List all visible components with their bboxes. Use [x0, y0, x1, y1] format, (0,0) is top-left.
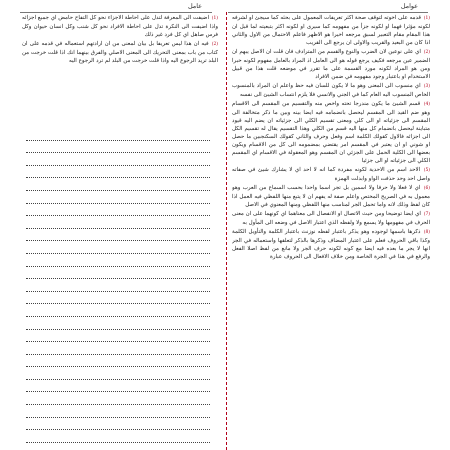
blank-writing-line [26, 279, 210, 292]
blank-writing-line [26, 128, 210, 141]
footnote [232, 228, 430, 261]
blank-writing-line [26, 267, 210, 280]
commentary-column-left [22, 14, 218, 106]
footnote-text: ذكرها باسمها لوجوده وهو يذكر باعتبار لفظه نوزنث باعتبار الكلمة والتأويل الكلمة وكذا باقي الحروف فعلم على اعتبار المضاف وذكرها بالذكر لتعلقها واستعماله في الجر انها لا يجر ما بعده فيه ايضا مع كونه لكونه حرف الجر ولا مانع من لفظ اصلا الفعل والرفع في هذا في الجرة الخاصة ومن خلاف الافعال الى الحروف عبارة [232, 229, 430, 261]
footnote [232, 48, 430, 81]
footnote-text: اي لا فعلا ولا حرفا ولا اسمين بل تجر اسما واحدا بحسب السماع من العرب وهو معمول به في الصريح المختص واعلم صفة له يفهم ان لا يتبع منها اللفظي فيه العمل اذا كان لفظ وذلك لانه واما تحمل الجر لمناسب منها اللفظي ومنها المعنوي في الاصل [232, 185, 430, 209]
blank-writing-line [26, 418, 210, 431]
footnote-text: اي منسوب الى المعنى وهو ما لا يكون للسان فيه حظ واعلم ان المراد بالمنسوب الخاص المنسوب اليه العام كما في الجني والانسي فلا يلزم انتساب الشيئ الى نفسه [232, 83, 430, 99]
footnote-text: اضيفت الى المعرفة لتدل على احاطة الاجزاء نحو كل التفاح حامض اي جميع اجزائه واذا اضيفت الى النكرة تدل على احاطة الافراد نحو كل شنب وكل انسان حيوان وكل فرس صاهل اي كل فرد غير ذلك [22, 15, 218, 39]
footnote [232, 100, 430, 165]
blank-writing-line [26, 392, 210, 405]
footnote [22, 40, 218, 65]
blank-lines-area [26, 128, 210, 443]
running-header-left: عامل [187, 2, 202, 10]
footnote [232, 210, 430, 227]
blank-writing-line [26, 342, 210, 355]
footnote-marker: (6) [423, 186, 430, 192]
blank-writing-line [26, 330, 210, 343]
footnote-text: الاحد اسم من الاحدية لكونه مفردة كما انه لا احد اي لا يشارك شيئ في صفاته واصل احد وحد حذفت الواو وابدلت الهمزة [232, 167, 430, 183]
blank-writing-line [26, 430, 210, 443]
commentary-column-right [232, 14, 430, 450]
blank-writing-line [26, 317, 210, 330]
blank-writing-line [26, 355, 210, 368]
footnote [232, 14, 430, 47]
footnote-text: قسم الشيئ ما يكون مندرجا تحته واخص منه والتقسيم من المقسم الى الاقسام وهو ضم القيد الى المقسم ليحصل بانضمامه فيه ايضا بينه وبين ما ذكر متخالفة الى المقسم الى جزئياته او الى كلي ومعنى تقسيم الكلي الى جزئياته ان يضم اليه قيود متباينة ليحصل بانضمام كل منها اليه قسم من الكلي وهذا التقسيم يقال له تقسيم الكل الى اجزائه فالاول كقولك الكلمة اسم وفعل وحرف والثاني كقولك السكنجبين ما حصل او شوني او ان يعتبر في المقسم امر يقتضي بمضمومه الى كل من الاقسام ويكون بعضها الى الكلية الحمل على الجزئي ان المقسم وهو المعقولة في الاقسام اي المقسم الكلي الى جزئياته او الى جزئيا [232, 101, 430, 165]
footnote [232, 82, 430, 99]
blank-writing-line [26, 367, 210, 380]
footnote-marker: (2) [211, 42, 218, 48]
footnote-text: اي ايضا توضيحا ومن حيث الاتصال او الانفصال الى معناهما اي كونهما على ان معنى الحرف في مفهومها ولا يسمع ولا ولفظه الذي اعتبار الاصل في وضعه الى المأول به [232, 211, 430, 227]
footnote-marker: (2) [423, 50, 430, 56]
blank-writing-line [26, 405, 210, 418]
blank-writing-line [26, 166, 210, 179]
footnote [232, 166, 430, 183]
running-header-right: عوامل [400, 2, 418, 10]
blank-writing-line [26, 304, 210, 317]
footnote-marker: (1) [211, 16, 218, 21]
footnote [22, 14, 218, 39]
blank-writing-line [26, 241, 210, 254]
blank-writing-line [26, 141, 210, 154]
blank-writing-line [26, 292, 210, 305]
footnote-marker: (7) [423, 212, 430, 218]
blank-writing-line [26, 229, 210, 242]
column-divider [226, 12, 227, 450]
blank-writing-line [26, 153, 210, 166]
footnote-marker: (8) [423, 230, 430, 236]
blank-writing-line [26, 178, 210, 191]
header-rule-right [228, 12, 428, 13]
header-rule-left [20, 12, 212, 13]
blank-writing-line [26, 204, 210, 217]
footnote-marker: (3) [423, 84, 430, 90]
footnote-text: اي على نوعين لان الضرب والنوع والقسم من المترادف فان قلت ان الاصل يبهم ان الضمير عين مرجعه فكيف يرجع قوله هو الى العامل اذ المراد بالعامل مفهوم لكونه خبرا ومن هو المراد لكونه مورد القسمة على ما تقرر في موضعه قلت هذا من قبيل الاستخدام او باعتبار وجود مفهومه في ضمن الافراد [232, 49, 430, 81]
blank-writing-line [26, 380, 210, 393]
blank-writing-line [26, 254, 210, 267]
footnote-text: فيه ان هذا ليس تعريفا بل بيان لمعنى من ان ارادتهم استعماله في قدمه على ان كتاب من باب بمعنى التحريك الى المعنى الاصلي والفرق بينهما انك اذا قلت خرجت من البلد تريد الرجوع اليه واذا قلت خرجت من البلد لم ترد الرجوع اليه [22, 41, 218, 65]
footnote-text: قدمه على اخوته لتوقف صحة اكثر تعريفات المعمول على بحثه كما سيجئ او لشرفه لكونه مؤثرا فهما او لكونه جزأ من مفهومه كما سيرى او لكونه اكثر بتبعيته لما قبل ان هذا المقام مقام التعبير لسبق مرجعه اخيرا هو الاظهر فاعلم الاحتمال من الاول والثاني اذا كان من البعيد والقريب والاولى ان يرجع الى القريب [232, 15, 430, 47]
blank-writing-line [26, 191, 210, 204]
blank-writing-line [26, 216, 210, 229]
footnote-marker: (4) [423, 102, 430, 108]
footnote-marker: (5) [423, 168, 430, 174]
footnote [232, 184, 430, 209]
footnote-marker: (1) [423, 16, 430, 21]
